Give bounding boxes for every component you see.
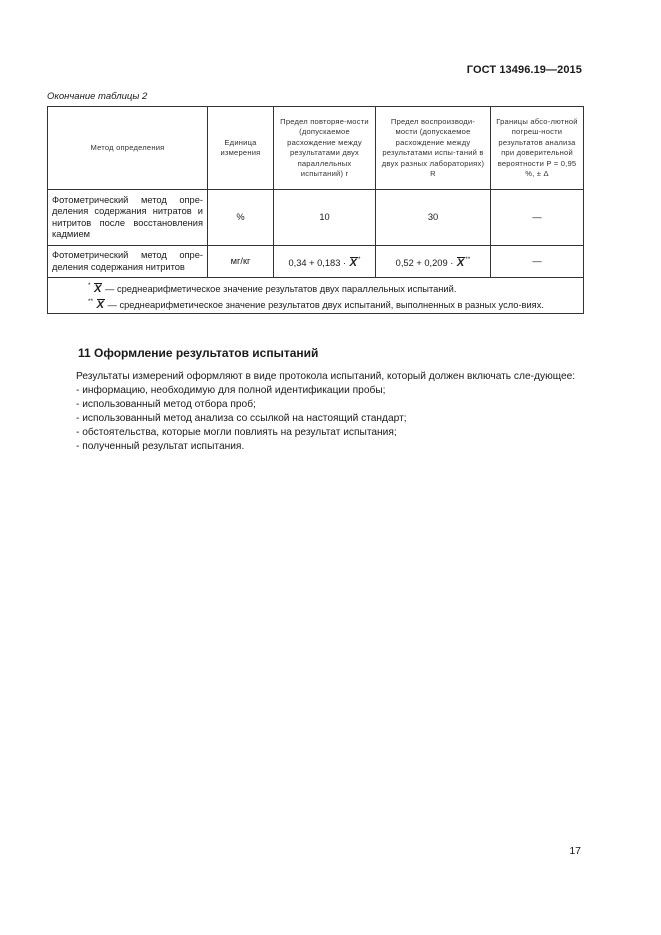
- list-item: - использованный метод анализа со ссылкой на настоящий стандарт;: [76, 413, 407, 424]
- footnote-mark: *: [88, 282, 91, 289]
- table-notes-row: [48, 278, 584, 314]
- footnote-mark: **: [465, 255, 471, 263]
- row-reproducibility: 30: [376, 190, 491, 246]
- list-item: - использованный метод отбора проб;: [76, 399, 256, 410]
- row-method: Фотометрический метод опре-деления содержания нитритов: [48, 246, 208, 278]
- section-title: 11 Оформление результатов испытаний: [78, 346, 319, 360]
- table-caption: Окончание таблицы 2: [47, 91, 148, 102]
- section-body: [47, 370, 583, 454]
- table-row: [48, 190, 584, 246]
- column-header-method: Метод определения: [48, 107, 208, 190]
- column-header-unit: Единица измерения: [208, 107, 274, 190]
- column-header-error-bounds: Границы абсо-лютной погреш-ности результатов анализа при доверительной вероятности P = 0,95 %, ± Δ: [491, 107, 584, 190]
- table-header-row: [48, 107, 584, 190]
- column-header-reproducibility: Предел воспроизводи-мости (допускаемое расхождение между результатами испы-таний в двух разных лабораториях) R: [376, 107, 491, 190]
- page-number: 17: [569, 845, 581, 857]
- results-table: [47, 106, 584, 314]
- row-error-bounds: —: [491, 190, 584, 246]
- table-note: [52, 280, 579, 296]
- footnote-mark: *: [358, 255, 361, 263]
- standard-code: ГОСТ 13496.19—2015: [466, 64, 582, 76]
- requirements-list: [47, 384, 583, 454]
- mean-value-symbol: X: [349, 256, 358, 269]
- table-row: [48, 246, 584, 278]
- repeatability-formula: 0,34 + 0,183 ·: [288, 257, 347, 268]
- reproducibility-formula: 0,52 + 0,209 ·: [395, 257, 454, 268]
- footnote-mark: **: [88, 297, 94, 305]
- list-item: - полученный результат испытания.: [76, 441, 245, 452]
- note-text: — среднеарифметическое значение результатов двух параллельных испытаний.: [105, 284, 457, 294]
- row-repeatability: [274, 246, 376, 278]
- mean-value-symbol: X: [456, 256, 465, 269]
- list-item: - обстоятельства, которые могли повлиять на результат испытания;: [76, 427, 397, 438]
- list-item: - информацию, необходимую для полной идентификации пробы;: [76, 385, 386, 396]
- column-header-repeatability: Предел повторяе-мости (допускаемое расхождение между результатами двух параллельных испытаний) r: [274, 107, 376, 190]
- row-unit: мг/кг: [208, 246, 274, 278]
- row-unit: %: [208, 190, 274, 246]
- row-reproducibility: [376, 246, 491, 278]
- row-method: Фотометрический метод опре-деления содержания нитратов и нитритов после восстановления кадмием: [48, 190, 208, 246]
- mean-value-symbol: X: [94, 283, 102, 295]
- row-repeatability: 10: [274, 190, 376, 246]
- mean-value-symbol: X: [96, 298, 104, 311]
- row-error-bounds: —: [491, 246, 584, 278]
- table-note: [52, 296, 579, 312]
- intro-paragraph: Результаты измерений оформляют в виде протокола испытаний, который должен включать сле-дующее:: [76, 371, 576, 382]
- note-text: — среднеарифметическое значение результатов двух испытаний, выполненных в разных усло-виях.: [107, 299, 544, 310]
- table-notes: [48, 278, 584, 314]
